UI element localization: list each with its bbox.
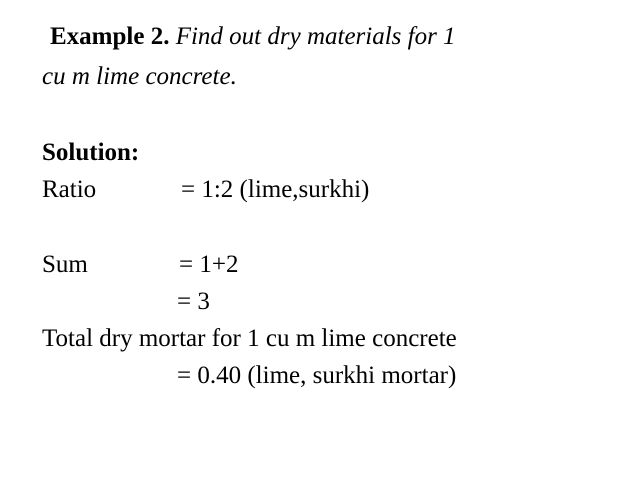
example-question-part2: cu m lime concrete.	[42, 63, 237, 90]
sum-label: Sum	[42, 251, 88, 278]
total-dry-mortar-line: Total dry mortar for 1 cu m lime concrete	[42, 325, 457, 352]
ratio-value: = 1:2 (lime,surkhi)	[181, 176, 370, 203]
ratio-row	[42, 175, 96, 205]
sum-row	[42, 250, 88, 280]
total-dry-mortar-value: = 0.40 (lime, surkhi mortar)	[177, 362, 457, 389]
ratio-label: Ratio	[42, 176, 97, 203]
solution-heading: Solution:	[42, 139, 140, 166]
example-label: Example 2.	[50, 23, 170, 50]
example-question-part1: Find out dry materials for 1	[175, 23, 456, 50]
sum-result: = 3	[177, 288, 210, 315]
example-title-line	[50, 22, 456, 52]
sum-value: = 1+2	[179, 251, 239, 278]
